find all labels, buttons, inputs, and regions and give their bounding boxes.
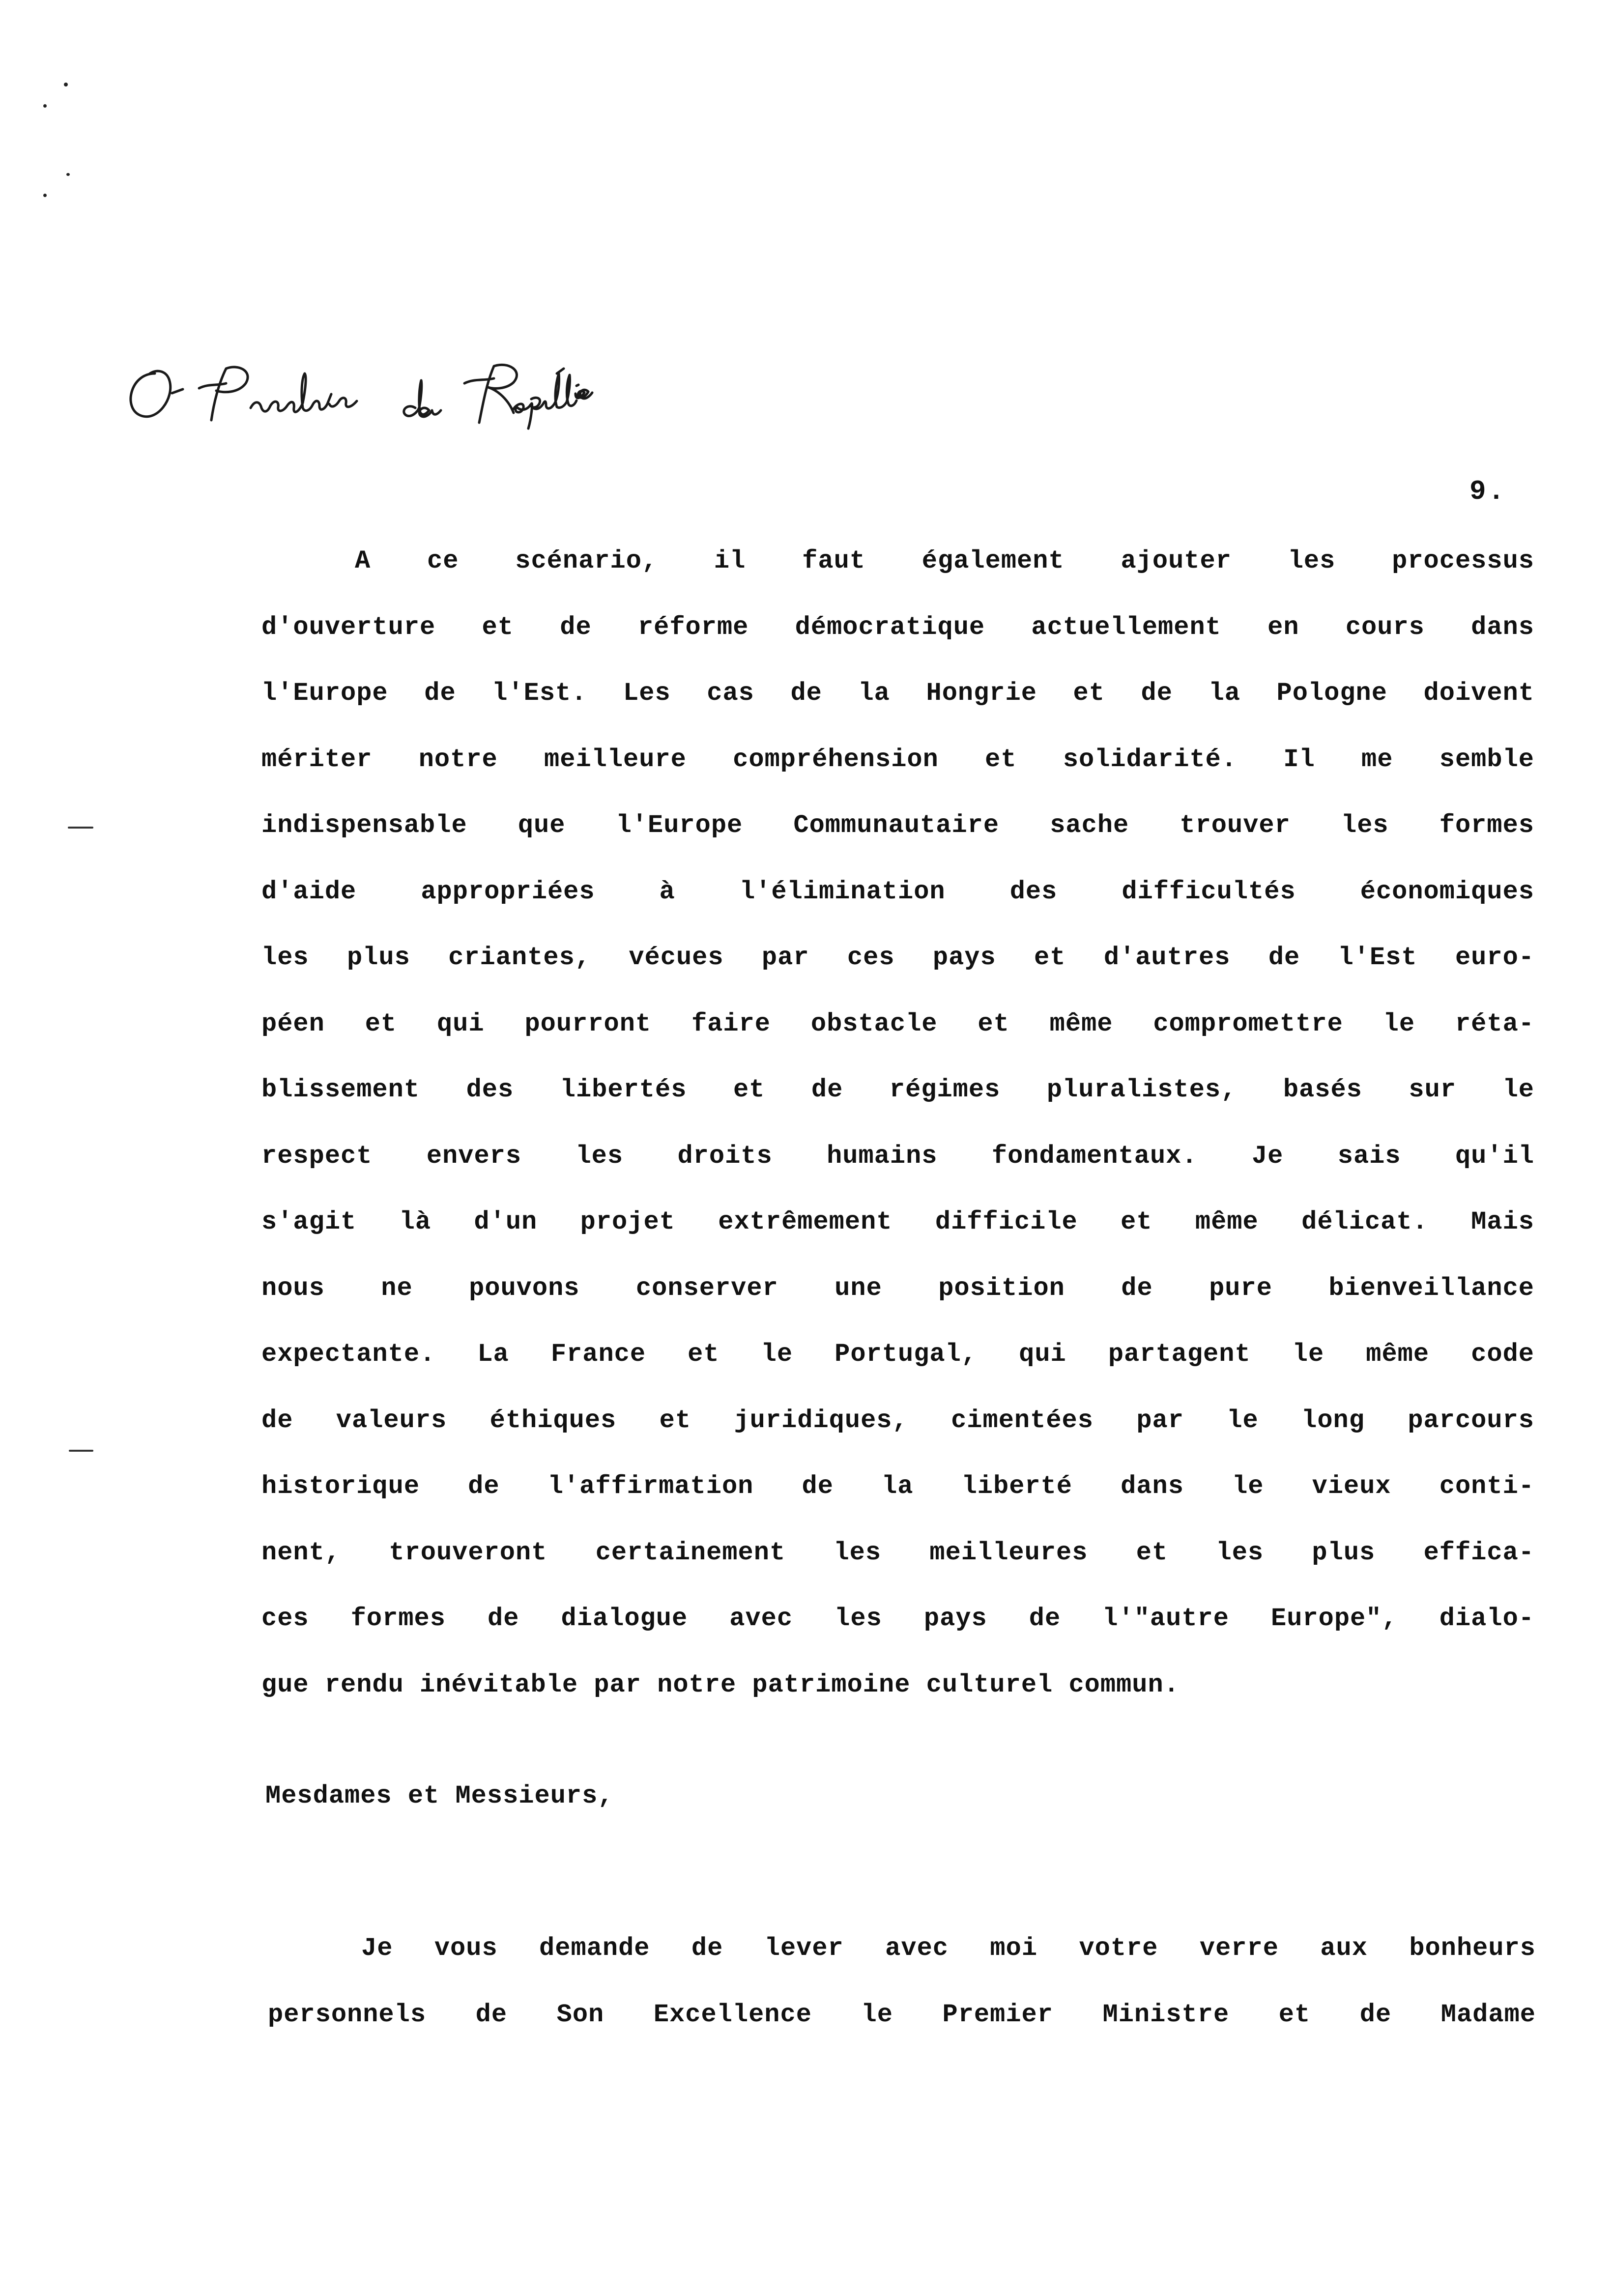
- text-line: personnels de Son Excellence le Premier Ministre et de Madame: [268, 2000, 1536, 2029]
- text-line: d'aide appropriées à l'élimination des difficultés économiques: [261, 877, 1534, 906]
- salutation: Mesdames et Messieurs,: [265, 1781, 614, 1810]
- text-line: indispensable que l'Europe Communautaire sache trouver les formes: [261, 811, 1534, 840]
- letterhead-script: [120, 354, 735, 432]
- paragraph-body: [261, 528, 1534, 1718]
- scan-speck: [43, 194, 47, 197]
- text-line: gue rendu inévitable par notre patrimoine culturel commun.: [261, 1670, 1180, 1699]
- margin-mark: [68, 827, 93, 829]
- scan-speck: [43, 104, 47, 108]
- text-line: historique de l'affirmation de la liberté dans le vieux conti-: [261, 1472, 1534, 1501]
- text-line: d'ouverture et de réforme démocratique actuellement en cours dans: [261, 612, 1534, 642]
- text-line: les plus criantes, vécues par ces pays et d'autres de l'Est euro-: [261, 943, 1534, 972]
- text-line: ces formes de dialogue avec les pays de l'"autre Europe", dialo-: [261, 1604, 1534, 1633]
- scan-speck: [66, 173, 70, 176]
- text-line: expectante. La France et le Portugal, qui partagent le même code: [261, 1340, 1534, 1369]
- text-line: mériter notre meilleure compréhension et solidarité. Il me semble: [261, 745, 1534, 774]
- text-line: s'agit là d'un projet extrêmement difficile et même délicat. Mais: [261, 1207, 1534, 1236]
- text-line: péen et qui pourront faire obstacle et même compromettre le réta-: [261, 1009, 1534, 1038]
- page-number: 9.: [1469, 476, 1507, 507]
- text-line: Je vous demande de lever avec moi votre verre aux bonheurs: [361, 1934, 1536, 1963]
- scan-speck: [64, 83, 68, 86]
- text-line: nent, trouveront certainement les meilleures et les plus effica-: [261, 1538, 1534, 1567]
- text-line: l'Europe de l'Est. Les cas de la Hongrie et de la Pologne doivent: [261, 679, 1534, 708]
- text-line: de valeurs éthiques et juridiques, cimentées par le long parcours: [261, 1406, 1534, 1435]
- text-line: A ce scénario, il faut également ajouter les processus: [355, 546, 1534, 575]
- closing-paragraph: [268, 1916, 1536, 2048]
- text-line: nous ne pouvons conserver une position de pure bienveillance: [261, 1273, 1534, 1303]
- text-line: blissement des libertés et de régimes pluralistes, basés sur le: [261, 1075, 1534, 1104]
- text-line: respect envers les droits humains fondamentaux. Je sais qu'il: [261, 1141, 1534, 1171]
- margin-mark: [69, 1450, 93, 1452]
